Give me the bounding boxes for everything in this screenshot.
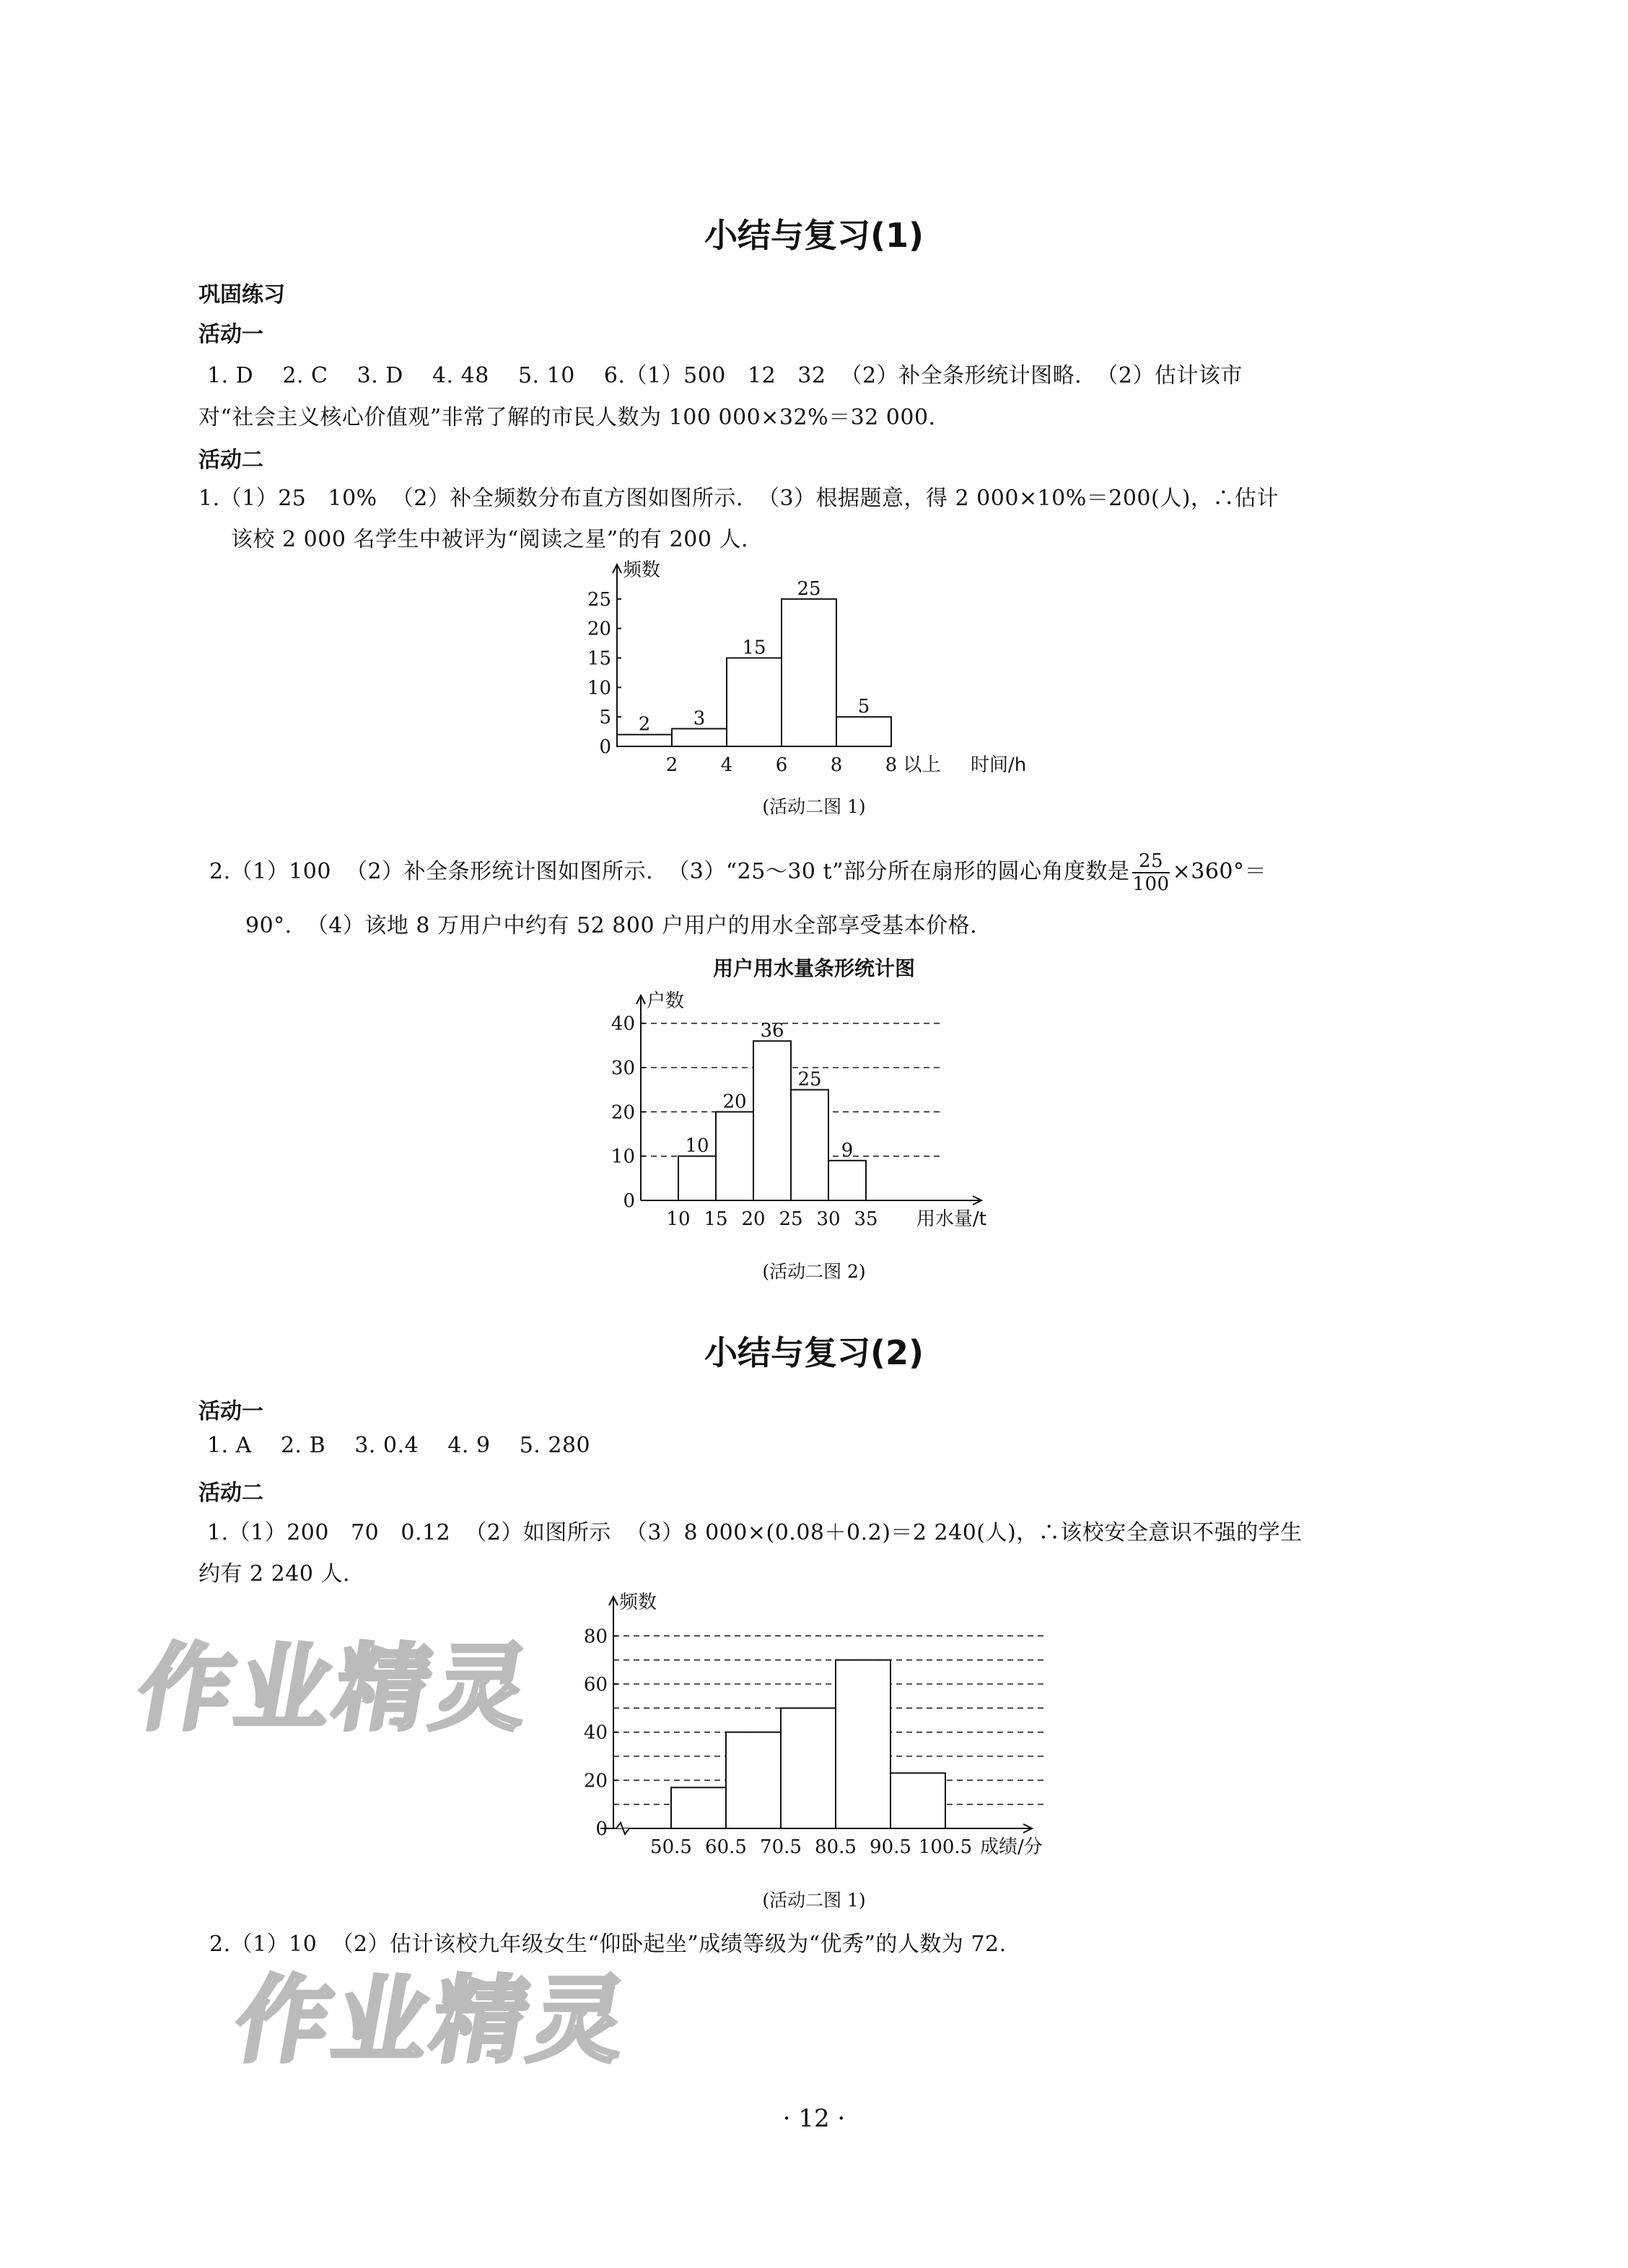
bar xyxy=(678,1156,716,1200)
y-tick-label: 10 xyxy=(610,1146,635,1168)
page-number: · 12 · xyxy=(782,2104,846,2133)
x-tick-label: 80.5 xyxy=(815,1836,857,1858)
x-tick-label: 2 xyxy=(665,754,678,776)
bar xyxy=(716,1112,753,1200)
y-tick-label: 0 xyxy=(595,1818,608,1840)
y-tick-label: 40 xyxy=(583,1722,608,1744)
data-label: 5 xyxy=(857,696,870,718)
x-tick-label: 100.5 xyxy=(918,1836,973,1858)
x-tick-label: 8 xyxy=(830,754,843,776)
data-label: 25 xyxy=(797,577,821,600)
y-tick-label: 60 xyxy=(583,1674,608,1696)
y-tick-label: 5 xyxy=(599,707,611,729)
section1-title: 小结与复习(1) xyxy=(704,216,924,255)
axis-break xyxy=(616,1823,629,1834)
x-tick-label: 25 xyxy=(779,1208,803,1230)
activity-1-answers-line1: 1. D 2. C 3. D 4. 48 5. 10 6.（1）500 12 32 （2）补全条形统计图略. （2）估计该市 xyxy=(207,363,1243,388)
activity-1-heading: 活动一 xyxy=(198,322,263,347)
bar xyxy=(753,1041,791,1200)
bar xyxy=(617,735,672,746)
bar xyxy=(828,1161,866,1200)
x-tick-label: 15 xyxy=(704,1208,728,1230)
x-tick-label: 8 以上 xyxy=(885,754,941,776)
x-tick-label: 10 xyxy=(666,1208,691,1230)
x-tick-label: 30 xyxy=(816,1208,841,1230)
bar xyxy=(782,599,836,746)
y-tick-label: 0 xyxy=(623,1190,635,1212)
bar xyxy=(672,729,727,747)
y-tick-label: 80 xyxy=(583,1626,608,1648)
y-axis-label: 频数 xyxy=(619,1592,657,1613)
section2-q2-line: 2.（1）10 （2）估计该校九年级女生“仰卧起坐”成绩等级为“优秀”的人数为 72. xyxy=(209,1932,1007,1957)
activity-2-q1-line2: 该校 2 000 名学生中被评为“阅读之星”的有 200 人. xyxy=(231,527,748,552)
x-axis-label: 用水量/t xyxy=(916,1208,986,1230)
chart3-marks xyxy=(584,1592,1046,1858)
data-label: 36 xyxy=(760,1020,784,1042)
section2-q1-line2: 约有 2 240 人. xyxy=(198,1561,350,1587)
x-tick-label: 60.5 xyxy=(705,1836,747,1858)
y-tick-label: 25 xyxy=(587,588,611,611)
data-label: 10 xyxy=(685,1135,709,1157)
x-tick-label: 90.5 xyxy=(870,1836,911,1858)
y-tick-label: 30 xyxy=(610,1057,635,1079)
y-axis-label: 户数 xyxy=(647,990,685,1012)
data-label: 2 xyxy=(638,713,651,736)
activity-2-q2-line2: 90°. （4）该地 8 万用户中约有 52 800 户用户的用水全部享受基本价格. xyxy=(245,913,978,938)
watermark-logo: 作业精灵 xyxy=(129,1634,542,1743)
y-tick-label: 20 xyxy=(587,618,611,640)
x-axis-label: 成绩/分 xyxy=(980,1836,1043,1858)
bar xyxy=(671,1787,726,1828)
x-tick-label: 4 xyxy=(720,754,733,776)
x-tick-label: 6 xyxy=(775,754,788,776)
watermark-logo: 作业精灵 xyxy=(227,1966,639,2075)
bar xyxy=(791,1090,828,1200)
y-tick-label: 0 xyxy=(599,736,611,758)
section2-activity-2-heading: 活动二 xyxy=(198,1480,263,1506)
y-tick-label: 20 xyxy=(583,1770,608,1792)
activity-1-answers-line2: 对“社会主义核心价值观”非常了解的市民人数为 100 000×32%＝32 000. xyxy=(198,405,936,430)
figure3-caption: (活动二图 1) xyxy=(762,1890,866,1911)
activity-2-heading: 活动二 xyxy=(198,448,263,473)
q2-line1-text: 2.（1）100 （2）补全条形统计图如图所示. （3）“25～30 t”部分所在扇形的圆心角度数是 xyxy=(209,859,1130,884)
section2-activity-1-heading: 活动一 xyxy=(198,1399,263,1424)
data-label: 25 xyxy=(797,1068,822,1091)
x-tick-label: 70.5 xyxy=(760,1836,802,1858)
data-label: 3 xyxy=(693,707,706,730)
y-tick-label: 20 xyxy=(610,1102,635,1124)
data-label: 15 xyxy=(742,637,766,659)
x-tick-label: 35 xyxy=(854,1208,878,1230)
data-label: 20 xyxy=(722,1091,747,1113)
section2-title: 小结与复习(2) xyxy=(704,1333,924,1372)
y-tick-label: 40 xyxy=(610,1013,635,1035)
chart2-title: 用户用水量条形统计图 xyxy=(712,956,915,980)
fraction-numerator: 25 xyxy=(1132,850,1169,873)
x-tick-label: 20 xyxy=(741,1208,766,1230)
fraction-denominator: 100 xyxy=(1132,873,1170,895)
x-axis-label: 时间/h xyxy=(971,754,1027,776)
y-axis-label: 频数 xyxy=(623,559,661,581)
chart1-marks xyxy=(587,559,1026,776)
bar xyxy=(836,1660,890,1828)
bar xyxy=(781,1708,836,1828)
figure2-caption: (活动二图 2) xyxy=(762,1261,866,1282)
histogram-reading-time xyxy=(563,556,1068,794)
bar-chart-water-usage xyxy=(592,985,1039,1242)
x-tick-label: 50.5 xyxy=(650,1836,692,1858)
chart2-marks xyxy=(611,990,986,1230)
y-tick-label: 15 xyxy=(587,647,611,670)
histogram-scores xyxy=(570,1588,1090,1870)
y-tick-label: 10 xyxy=(587,677,611,699)
figure1-caption: (活动二图 1) xyxy=(762,796,866,817)
bar xyxy=(727,658,782,747)
data-label: 9 xyxy=(841,1139,854,1161)
activity-2-q1-line1: 1.（1）25 10% （2）补全频数分布直方图如图所示. （3）根据题意，得 2 000×10%＝200(人)，∴估计 xyxy=(198,486,1279,511)
section2-activity-1-answers: 1. A 2. B 3. 0.4 4. 9 5. 280 xyxy=(207,1433,591,1458)
q2-line1-tail: ×360°＝ xyxy=(1172,859,1266,884)
bar xyxy=(890,1773,945,1828)
activity-2-q2-line1 xyxy=(209,850,1266,895)
fraction xyxy=(1132,850,1169,895)
subheading-consolidation: 巩固练习 xyxy=(198,282,285,308)
section2-q1-line1: 1.（1）200 70 0.12 （2）如图所示 （3）8 000×(0.08＋0.2)＝2 240(人)，∴该校安全意识不强的学生 xyxy=(207,1520,1303,1545)
bar xyxy=(836,717,891,746)
bar xyxy=(726,1732,781,1828)
